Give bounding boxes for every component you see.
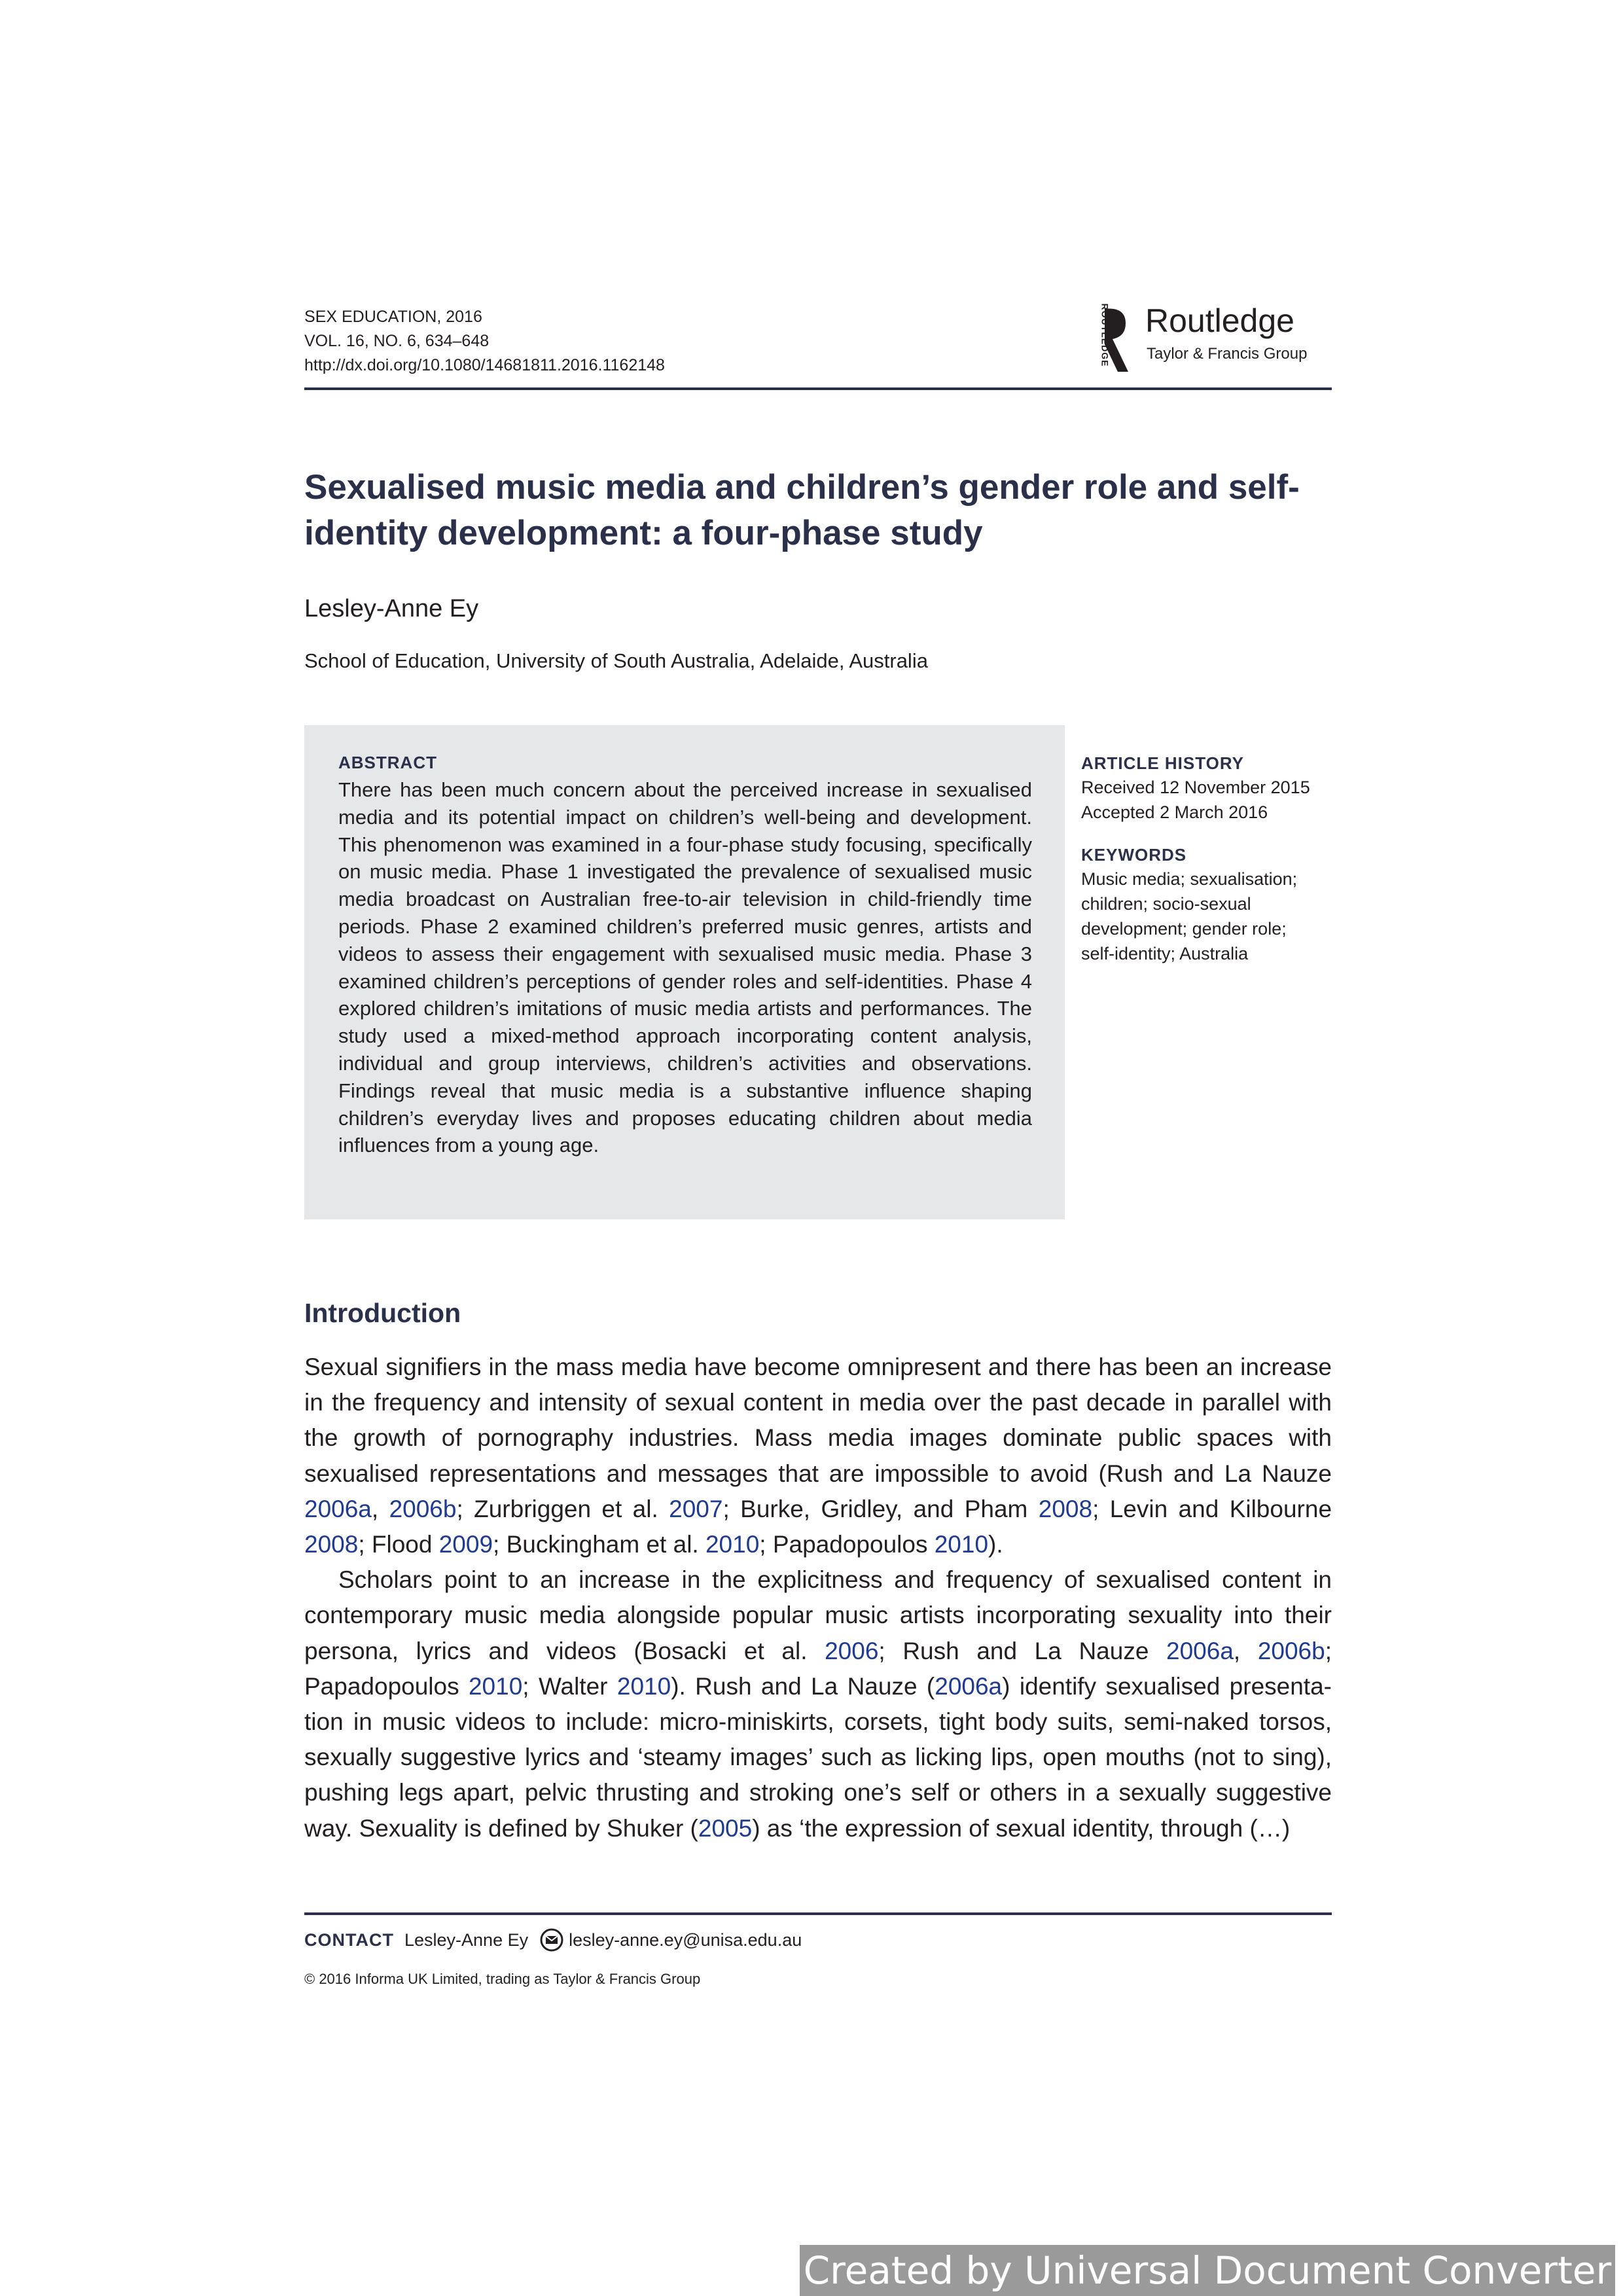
text-run: , — [1233, 1637, 1258, 1664]
paragraph-1 — [304, 1350, 1332, 1562]
text-run: ; Levin and Kilbourne — [1092, 1495, 1332, 1522]
body-text — [304, 1350, 1332, 1846]
article-title: Sexualised music media and children’s gender role and self-identity development: a four-phase study — [304, 468, 1300, 552]
routledge-logo-icon — [1088, 304, 1133, 376]
article-sidebar — [1081, 751, 1336, 966]
converter-watermark: Created by Universal Document Converter — [800, 2245, 1615, 2296]
text-run: ; Zurbriggen et al. — [456, 1495, 669, 1522]
citation-link[interactable]: 2006b — [1257, 1637, 1325, 1664]
author-affiliation: School of Education, University of South Australia, Adelaide, Australia — [304, 649, 928, 672]
citation-link[interactable]: 2006b — [389, 1495, 457, 1522]
citation-link[interactable]: 2006a — [304, 1495, 372, 1522]
citation-link[interactable]: 2010 — [468, 1672, 523, 1700]
abstract-heading: ABSTRACT — [338, 753, 437, 772]
text-run: ; Flood — [358, 1531, 439, 1558]
section-heading-introduction: Introduction — [304, 1298, 461, 1328]
citation-link[interactable]: 2010 — [616, 1672, 671, 1700]
publisher-group: Taylor & Francis Group — [1147, 345, 1308, 363]
text-run: ). — [988, 1531, 1003, 1558]
publisher-vertical-wordmark: ROUTLEDGE — [1099, 303, 1111, 367]
contact-name: Lesley-Anne Ey — [404, 1930, 529, 1950]
abstract-box — [304, 725, 1065, 1219]
publisher-name: Routledge — [1145, 302, 1294, 339]
journal-volume: VOL. 16, NO. 6, 634–648 — [304, 332, 490, 350]
keywords-line: development; gender role; — [1081, 919, 1287, 939]
text-run: Sexual signifiers in the mass media have become omnipresent and there has been an increase in the frequency and intensity of sexual content in media over the past decade in parallel with the growth of pornography industries. Mass media images dominate public spaces with sexualised representations and messages that are impossible to avoid (Rush and La Nauze — [304, 1354, 1332, 1487]
contact-line — [304, 1927, 802, 1953]
text-run: ; Walter — [522, 1672, 617, 1700]
doi-link[interactable]: http://dx.doi.org/10.1080/14681811.2016.1162148 — [304, 356, 665, 374]
citation-link[interactable]: 2007 — [669, 1495, 723, 1522]
keywords-line: children; socio-sexual — [1081, 894, 1251, 914]
citation-link[interactable]: 2006a — [935, 1672, 1003, 1700]
text-run: ) as ‘the expression of sexual identity, through (…) — [752, 1814, 1291, 1842]
copyright-notice: © 2016 Informa UK Limited, trading as Taylor & Francis Group — [304, 1971, 701, 1987]
contact-email-link[interactable]: lesley-anne.ey@unisa.edu.au — [569, 1930, 802, 1950]
author-name: Lesley-Anne Ey — [304, 595, 479, 622]
text-run: ) identify sexualised presentation in music videos to include: micro-miniskirts, corsets, tight body suits, semi-naked torsos, sexually suggestive lyrics and ‘steamy images’ such as licking lips, open mouths (not to sing), pushing legs apart, pelvic thrusting and stroking one’s self or others in a sexually suggestive way. Sexuality is defined by Shuker ( — [304, 1672, 1332, 1842]
citation-link[interactable]: 2008 — [304, 1531, 359, 1558]
citation-link[interactable]: 2009 — [438, 1531, 493, 1558]
abstract-text: There has been much concern about the perceived increase in sexualised media and its potential impact on children’s well-being and development. This phenomenon was examined in a four-phase study focusing, specifically on music media. Phase 1 investigated the prevalence of sexualised music media broadcast on Australian free-to-air television in child-friendly time periods. Phase 2 examined children’s preferred music genres, artists and videos to assess their engagement with sexualised music media. Phase 3 examined children’s perceptions of gender roles and self-identities. Phase 4 explored children’s imitations of music media artists and performances. The study used a mixed-method approach incorporating content analysis, individual and group interviews, children’s activities and observations. Findings reveal that music media is a substantive influence shaping children’s everyday lives and proposes educating children about media influences from a young age. — [338, 778, 1032, 1157]
received-date: Received 12 November 2015 — [1081, 778, 1310, 797]
citation-link[interactable]: 2006 — [825, 1637, 879, 1664]
text-run: Scholars point to an increase in the explicitness and frequency of sexualised content in contemporary music media alongside popular music artists incorporating sexuality into their persona, lyrics and videos (Bosacki et al. — [304, 1566, 1332, 1664]
email-icon — [540, 1928, 563, 1952]
journal-name-year: SEX EDUCATION, 2016 — [304, 308, 482, 326]
journal-citation — [304, 305, 959, 378]
text-run: ; Buckingham et al. — [493, 1531, 705, 1558]
text-run: ; Papadopoulos — [759, 1531, 935, 1558]
text-run: ; Burke, Gridley, and Pham — [722, 1495, 1039, 1522]
publisher-logo — [1088, 300, 1331, 378]
citation-link[interactable]: 2006a — [1166, 1637, 1234, 1664]
text-run: ). Rush and La Nauze ( — [671, 1672, 935, 1700]
citation-link[interactable]: 2010 — [705, 1531, 760, 1558]
keywords-heading: KEYWORDS — [1081, 845, 1187, 865]
paragraph-2 — [304, 1562, 1332, 1846]
article-history-heading: ARTICLE HISTORY — [1081, 753, 1245, 773]
text-run: ; Rush and La Nauze — [878, 1637, 1167, 1664]
keywords-line: self-identity; Australia — [1081, 944, 1249, 963]
citation-link[interactable]: 2010 — [934, 1531, 989, 1558]
footer-divider — [304, 1912, 1332, 1915]
accepted-date: Accepted 2 March 2016 — [1081, 802, 1268, 822]
keywords-line: Music media; sexualisation; — [1081, 869, 1298, 889]
text-run: ; Papadopoulos — [304, 1637, 1332, 1700]
citation-link[interactable]: 2008 — [1038, 1495, 1093, 1522]
contact-label: CONTACT — [304, 1930, 394, 1950]
citation-link[interactable]: 2005 — [698, 1814, 753, 1842]
header-divider — [304, 387, 1332, 390]
text-run: , — [371, 1495, 389, 1522]
